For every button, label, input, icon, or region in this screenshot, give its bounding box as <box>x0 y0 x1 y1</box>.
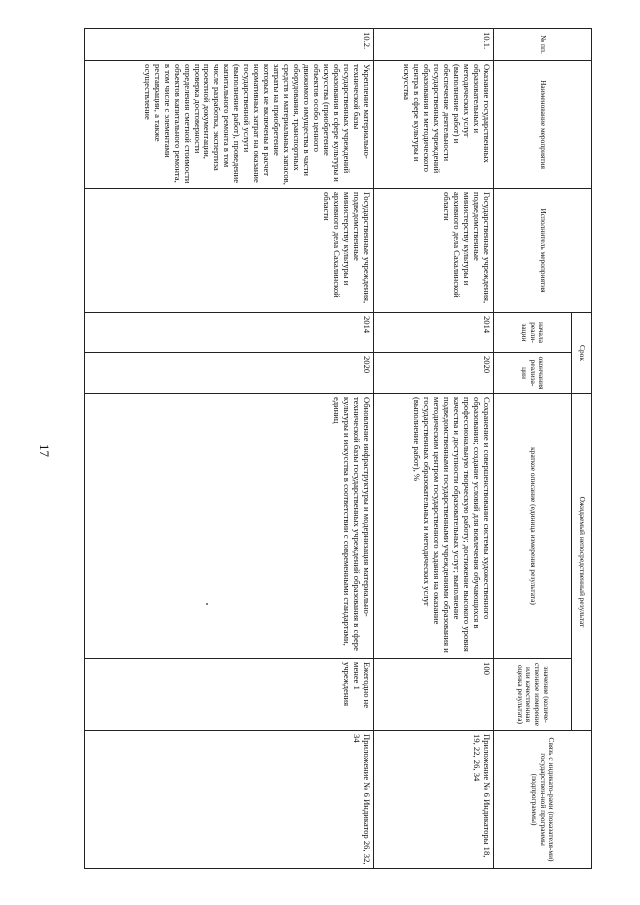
table-row <box>374 29 494 869</box>
header-link: Связь с индикато-рами (показателя-ми) государствен-ной программы (подпрограммы) <box>494 731 592 869</box>
table-row <box>85 29 374 869</box>
header-term: Срок <box>572 313 592 394</box>
row-executor: Государственные учреждения, подведомственные министерству культуры и архивного дела Сахалинской области <box>85 189 374 313</box>
header-executor: Исполнитель мероприятия <box>494 189 592 313</box>
row-result: Обновление инфраструктуры и модернизация материально-технической базы государственных учреждений образования в сфере культуры и искусства в соответствии с современными стандартами, единиц <box>85 394 374 659</box>
header-num: № пп. <box>494 29 592 61</box>
header-result-value: значение (количе-ственное измерение или качественная оценка результата) <box>494 659 572 731</box>
header-result: Ожидаемый непосредственный результат <box>572 394 592 731</box>
row-start: 2014 <box>85 313 374 353</box>
rotated-table-page <box>84 28 592 868</box>
row-end: 2020 <box>374 353 494 394</box>
row-value: 100 <box>374 659 494 731</box>
row-name: Оказание государственных образовательных и методических услуг (выполнение работ) и обеспечение деятельности государственных учреждений образования и методического центра в сфере культуры и искусства <box>374 61 494 189</box>
row-start: 2014 <box>374 313 494 353</box>
row-link: Приложение № 6 Индикатор 26, 32, 34 <box>85 731 374 869</box>
measures-table <box>84 28 592 869</box>
row-value: Ежегодно не менее 1 учреждения <box>85 659 374 731</box>
row-num: 10.1. <box>374 29 494 61</box>
page-number: 17 <box>37 444 52 457</box>
row-end: 2020 <box>85 353 374 394</box>
row-num: 10.2. <box>85 29 374 61</box>
row-executor: Государственные учреждения, подведомственные министерству культуры и архивного дела Сахалинской области <box>374 189 494 313</box>
header-result-desc: краткое описание (единица измерения результата) <box>494 394 572 659</box>
header-term-start: начала реали-зации <box>494 313 572 353</box>
row-name: Укрепление материально-технической базы государственных учреждений образования в сфере культуры и искусства (приобретение объектов особо ценного движимого имущества в части оборудования, транспортных средств и материальных запасов, затраты на приобретение которых не включены в расчет нормативных затрат на оказание государственной услуги (выполнение работ), проведение капитального ремонта в том числе разработка, экспертиза проектной документации, проверка достоверности определения сметной стоимости объектов капитального ремонта, в том числе с элементами реставрации, а также осуществление <box>85 61 374 189</box>
row-link: Приложение № 6 Индикаторы 18, 19, 22, 26, 34 <box>374 731 494 869</box>
header-name: Наименование мероприятия <box>494 61 592 189</box>
header-term-end: окончания реализа-ции <box>494 353 572 394</box>
row-result: Сохранение и совершенствование системы художественного образования; создание условий для вовлечения обучающихся в профессиональную творческую работу; достижение высокого уровня качества и доступности образовательных услуг; выполнение подведомственными государственными учреждениями образования и методическим центром государственного задания на оказание государственных образовательных и методических услуг (выполнение работ), % <box>374 394 494 659</box>
